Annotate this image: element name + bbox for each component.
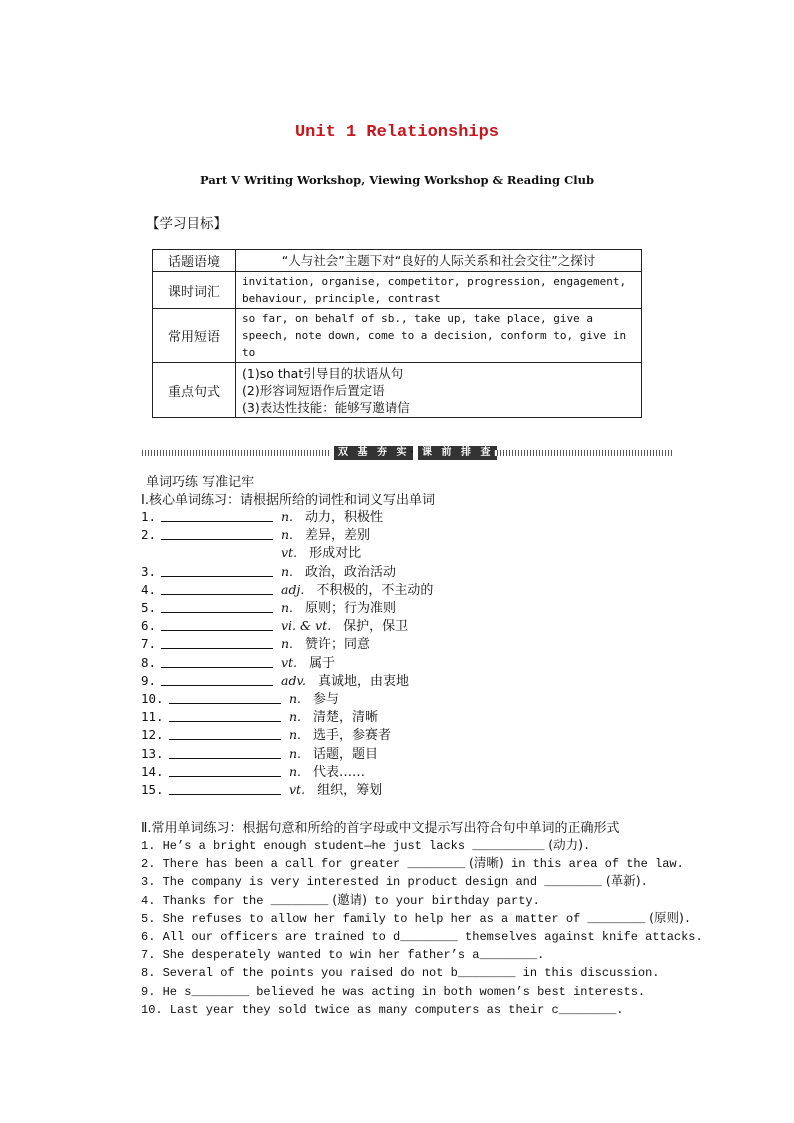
word-item — [141, 763, 365, 781]
part-of-speech: vt. — [289, 782, 306, 797]
answer-blank[interactable] — [169, 763, 281, 777]
goal-row — [153, 250, 642, 272]
part-of-speech: vt. — [281, 545, 298, 561]
answer-blank — [161, 545, 273, 558]
answer-blank[interactable]: ________ — [400, 930, 458, 944]
goal-content: “人与社会”主题下对“良好的人际关系和社会交往”之探讨 — [236, 250, 642, 272]
answer-blank[interactable]: ________ — [270, 893, 329, 908]
word-item — [141, 672, 409, 690]
answer-blank[interactable]: ________ — [587, 911, 646, 926]
chinese-hint: (原则) — [645, 909, 684, 925]
sentence-item — [141, 854, 684, 872]
part-of-speech: n. — [281, 636, 294, 652]
item-number: 2. — [141, 527, 157, 543]
answer-blank[interactable] — [161, 526, 273, 540]
sentence-text-end: . — [683, 911, 692, 926]
sentence-item — [141, 945, 544, 963]
goal-line: (3)表达性技能：能够写邀请信 — [242, 399, 410, 415]
part2-heading: Ⅱ.常用单词练习：根据句意和所给的首字母或中文提示写出符合句中单词的正确形式 — [141, 821, 620, 836]
item-number: 3. — [141, 563, 157, 579]
answer-blank[interactable]: ________ — [191, 984, 250, 999]
word-item — [141, 781, 382, 799]
sentence-item — [141, 872, 648, 890]
part-of-speech: n. — [289, 691, 302, 706]
word-item — [141, 508, 383, 526]
answer-blank[interactable] — [169, 708, 281, 722]
item-number: 13. — [141, 745, 164, 761]
answer-blank[interactable] — [169, 726, 281, 740]
item-number: 6. — [141, 618, 157, 634]
word-meaning: 动力，积极性 — [305, 510, 384, 525]
item-number: 15. — [141, 782, 164, 797]
answer-blank[interactable] — [161, 654, 273, 668]
answer-blank[interactable]: ________ — [479, 948, 538, 963]
part-of-speech: n. — [289, 745, 302, 761]
word-meaning: 组织，筹划 — [317, 783, 383, 798]
item-number: 5. — [141, 600, 157, 615]
practice-title: 单词巧练 写准记牢 — [146, 475, 255, 490]
item-number: 4. — [141, 581, 157, 597]
answer-blank[interactable]: ________ — [544, 875, 602, 890]
sentence-text-end: to your birthday party. — [366, 893, 540, 908]
sentence-text-end: . — [583, 839, 591, 853]
goal-line: (2)形容词短语作后置定语 — [242, 382, 385, 398]
sentence-item — [141, 963, 660, 981]
goal-content — [236, 363, 642, 418]
goal-row — [153, 272, 642, 309]
word-item — [141, 654, 335, 672]
answer-blank[interactable]: ________ — [407, 857, 466, 872]
item-number: 7. — [141, 636, 157, 652]
answer-blank[interactable] — [161, 508, 273, 522]
answer-blank[interactable] — [161, 563, 273, 577]
answer-blank[interactable]: ________ — [457, 966, 516, 981]
banner-badge-right: 课 前 排 查 — [418, 446, 497, 460]
item-number: 11. — [141, 709, 164, 725]
answer-blank[interactable] — [161, 599, 273, 613]
word-item — [141, 526, 370, 544]
word-meaning: 政治，政治活动 — [305, 564, 397, 580]
learning-goals-table — [152, 249, 642, 418]
part-of-speech: n. — [289, 763, 302, 779]
sentence-text-end: believed he was acting in both women’s best interests. — [249, 984, 646, 999]
sentence-text-end: in this discussion. — [515, 966, 660, 981]
banner-badge-left: 双 基 夯 实 — [334, 446, 413, 460]
word-item — [141, 563, 396, 581]
learning-goals-label: 【学习目标】 — [146, 216, 227, 232]
sentence-text: 9. He s — [141, 984, 192, 999]
chinese-hint: (动力) — [544, 837, 584, 852]
item-number: 10. — [141, 691, 164, 706]
sentence-text: 2. There has been a call for greater — [141, 857, 408, 872]
sentence-item — [141, 909, 691, 927]
part-of-speech: n. — [281, 600, 294, 615]
goal-content: invitation, organise, competitor, progression, engagement, behaviour, principle, contrast — [236, 272, 642, 309]
item-number: 9. — [141, 672, 157, 688]
sentence-item — [141, 1000, 623, 1018]
item-number: 1. — [141, 509, 157, 524]
word-item — [141, 726, 391, 744]
word-meaning: 清楚，清晰 — [313, 710, 379, 726]
banner-hatch-left — [142, 450, 330, 456]
goal-row — [153, 363, 642, 418]
goal-content: so far, on behalf of sb., take up, take place, give a speech, note down, come to a decision, conform to, give in to — [236, 309, 642, 363]
chinese-hint: (清晰) — [465, 855, 504, 871]
word-meaning: 参与 — [313, 692, 340, 707]
answer-blank[interactable] — [169, 781, 281, 795]
goal-label: 常用短语 — [153, 309, 236, 363]
word-meaning: 形成对比 — [309, 546, 362, 562]
sentence-item — [141, 927, 703, 945]
word-meaning: 真诚地，由衷地 — [318, 673, 410, 689]
sentence-item — [141, 836, 590, 854]
item-number: 8. — [141, 654, 157, 670]
part1-heading: Ⅰ.核心单词练习：请根据所给的词性和词义写出单词 — [141, 493, 435, 508]
part-of-speech: n. — [289, 727, 302, 743]
chinese-hint: (邀请) — [328, 891, 367, 907]
sentence-text-end: themselves against knife attacks. — [457, 930, 703, 944]
part-of-speech: n. — [281, 509, 294, 524]
sentence-text: 1. He’s a bright enough student—he just lacks — [141, 839, 473, 853]
goal-label: 话题语境 — [153, 250, 236, 272]
answer-blank[interactable] — [161, 635, 273, 649]
word-meaning: 代表…… — [313, 764, 366, 780]
goal-row — [153, 309, 642, 363]
answer-blank[interactable] — [161, 581, 273, 595]
word-item — [141, 617, 408, 635]
answer-blank[interactable]: __________ — [472, 839, 545, 853]
word-item — [141, 745, 378, 763]
part-of-speech: vi. & vt. — [281, 618, 332, 634]
answer-blank[interactable] — [169, 745, 281, 759]
sentence-text: 6. All our officers are trained to d — [141, 930, 401, 944]
goal-line: (1)so that引导目的状语从句 — [242, 365, 404, 381]
sentence-text-end: in this area of the law. — [503, 857, 684, 872]
item-number: 14. — [141, 763, 164, 779]
word-item — [141, 635, 370, 653]
word-item — [141, 690, 339, 708]
sentence-item — [141, 891, 540, 909]
goal-label: 课时词汇 — [153, 272, 236, 309]
section-banner — [142, 446, 672, 460]
answer-blank[interactable] — [161, 672, 273, 686]
word-meaning: 话题，题目 — [313, 746, 379, 762]
part-of-speech: n. — [289, 709, 302, 725]
word-meaning: 选手，参赛者 — [313, 728, 392, 744]
word-meaning: 属于 — [309, 655, 336, 671]
part-of-speech: adj. — [281, 581, 305, 597]
answer-blank[interactable]: ________ — [558, 1002, 617, 1017]
sentence-text: 10. Last year they sold twice as many computers as their c — [141, 1002, 559, 1017]
word-item — [141, 708, 378, 726]
goal-label: 重点句式 — [153, 363, 236, 418]
sentence-text-end: . — [537, 948, 545, 963]
unit-title: Unit 1 Relationships — [294, 123, 500, 142]
word-meaning: 保护，保卫 — [343, 619, 409, 635]
banner-dot: · — [410, 447, 414, 458]
word-meaning: 赞许；同意 — [305, 637, 371, 653]
sentence-text-end: . — [640, 875, 648, 890]
sentence-text: 5. She refuses to allow her family to help her as a matter of — [141, 911, 588, 926]
word-item — [141, 581, 433, 599]
banner-hatch-right — [494, 450, 672, 456]
word-meaning: 原则；行为准则 — [305, 601, 397, 616]
chinese-hint: (革新) — [601, 873, 641, 889]
word-meaning: 差异，差别 — [305, 528, 371, 544]
part-of-speech: vt. — [281, 654, 298, 670]
answer-blank[interactable] — [169, 690, 281, 704]
part-of-speech: adv. — [281, 672, 307, 688]
sentence-item — [141, 982, 645, 1000]
item-number: 12. — [141, 727, 164, 743]
word-meaning: 不积极的，不主动的 — [316, 582, 434, 598]
sentence-text: 7. She desperately wanted to win her father’s a — [141, 948, 480, 963]
sentence-text: 4. Thanks for the — [141, 893, 271, 908]
word-item — [141, 599, 396, 617]
part-of-speech: n. — [281, 563, 294, 579]
sentence-text: 3. The company is very interested in product design and — [141, 875, 545, 890]
sentence-text: 8. Several of the points you raised do not b — [141, 966, 458, 981]
answer-blank[interactable] — [161, 617, 273, 631]
word-item — [141, 544, 361, 562]
part-subtitle: Part Ⅴ Writing Workshop, Viewing Workshop & Reading Club — [200, 173, 594, 187]
sentence-text-end: . — [616, 1002, 624, 1017]
part-of-speech: n. — [281, 527, 294, 543]
